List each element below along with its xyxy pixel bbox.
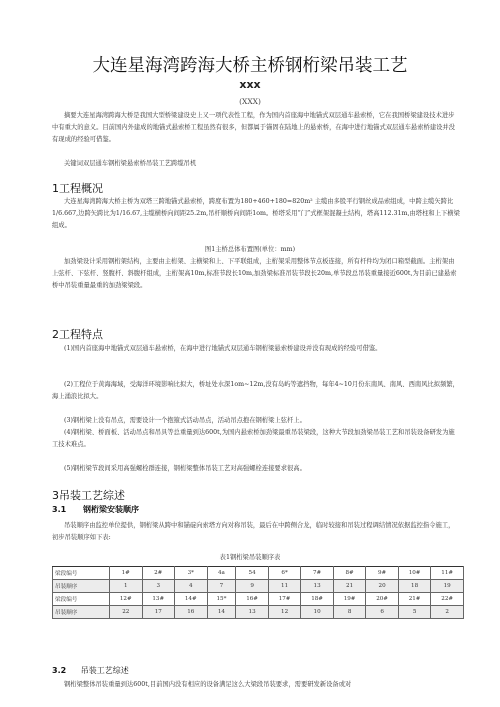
section-1-paragraph-2: 加劲梁设计采用钢桁架结构，主要由主桁架、主横梁和上、下平联组成，主桁架采用整体节点板连接，所有杆件均为闭口箱型截面。主桁架由上弦杆、下弦杆、竖腹杆、斜腹杆组成，主桁架高10m,标准节段长10m,加劲梁标准吊装节段长20m,单节段总吊装重量接近600t,为目前已建悬索桥中吊装重量最重的加劲梁梁段。 bbox=[52, 258, 457, 289]
section-1-heading: 1工程概况 bbox=[52, 182, 103, 195]
table-row bbox=[53, 606, 464, 619]
section-2-heading: 2工程特点 bbox=[52, 328, 103, 341]
table-cell: 22# bbox=[431, 593, 464, 606]
table-row bbox=[53, 567, 464, 580]
table-cell: 1 bbox=[110, 580, 143, 593]
table-cell: 5 bbox=[398, 606, 431, 619]
section-2-item-1: (1)国内首座海中地锚式双层通车悬索桥，在海中进行地锚式双层通车钢桁梁悬索桥建设并没有现成的经验可借鉴。 bbox=[64, 345, 382, 352]
abstract-paragraph: 摘要大连星海湾跨海大桥是我国大型桥梁建设史上又一项代表性工程，作为国内首座海中地锚式双层通车悬索桥，它在我国桥梁建设技术进步中有重大的意义。目前国内外建成的地锚式悬索桥工程虽然有很多，但都属于锚固在陆地上的悬索桥，在海中进行地锚式双层通车悬索桥建设并没有现成的经验可借鉴。 bbox=[52, 112, 455, 143]
table-cell: 19 bbox=[431, 580, 464, 593]
section-2-item-2: (2)工程位于黄海海域，受海洋环境影响比拟大，桥址处水深1om~12m,没有岛屿等遮挡物，每年4~10月份东南风、南风、西南风比拟频繁，海上涌浪比拟大。 bbox=[52, 381, 459, 400]
document-title: 大连星海湾跨海大桥主桥钢桁梁吊装工艺 bbox=[92, 56, 408, 76]
table-cell: 吊装顺序 bbox=[53, 580, 110, 593]
table-cell: 16 bbox=[175, 606, 208, 619]
table-cell: 21# bbox=[398, 593, 431, 606]
table-cell: 16# bbox=[236, 593, 269, 606]
table-row bbox=[53, 593, 464, 606]
table-cell: 20 bbox=[366, 580, 399, 593]
section-2-item-5: (5)钢桁梁节段间采用高强螺栓群连接，钢桁梁整体吊装工艺对高强螺栓连接要求很高。 bbox=[64, 465, 306, 472]
table-cell: 梁段编号 bbox=[53, 567, 110, 580]
table-cell: 10# bbox=[398, 567, 431, 580]
table-cell: 13 bbox=[301, 580, 334, 593]
table-cell: 17# bbox=[268, 593, 301, 606]
table-cell: 6* bbox=[268, 567, 301, 580]
table-cell: 6 bbox=[366, 606, 399, 619]
table-cell: 14 bbox=[207, 606, 236, 619]
table-cell: 17 bbox=[142, 606, 175, 619]
section-3-1-paragraph: 吊装顺序由监控单位提供，钢桁梁从跨中和锚碇向索塔方向对称吊装，最后在中跨侧合龙，临时较接和吊装过程调结情况依据监控指令施工，初步吊装顺序如下表: bbox=[52, 522, 455, 541]
table-cell: 11 bbox=[268, 580, 301, 593]
table-cell: 13# bbox=[142, 593, 175, 606]
table-cell: 4a bbox=[207, 567, 236, 580]
table-cell: 18 bbox=[398, 580, 431, 593]
lifting-sequence-table bbox=[52, 566, 464, 619]
table-cell: 9 bbox=[236, 580, 269, 593]
keywords-line: 关键词双层通车钢桁梁悬索桥吊装工艺跨缆吊机 bbox=[64, 160, 197, 167]
table-cell: 3 bbox=[142, 580, 175, 593]
table-cell: 7# bbox=[301, 567, 334, 580]
table-cell: 11# bbox=[431, 567, 464, 580]
table-cell: 20# bbox=[366, 593, 399, 606]
table-cell: 吊装顺序 bbox=[53, 606, 110, 619]
table-cell: 14# bbox=[175, 593, 208, 606]
table-cell: 1# bbox=[110, 567, 143, 580]
table-cell: 7 bbox=[207, 580, 236, 593]
table-row bbox=[53, 580, 464, 593]
section-3-2-number: 3.2 bbox=[52, 666, 67, 675]
table-cell: 12# bbox=[110, 593, 143, 606]
author-name: xxx bbox=[239, 78, 261, 91]
author-affiliation: (XXX) bbox=[239, 97, 261, 106]
table-cell: 2# bbox=[142, 567, 175, 580]
table-cell: 4 bbox=[175, 580, 208, 593]
table-cell: 22 bbox=[110, 606, 143, 619]
section-3-heading: 3吊装工艺综述 bbox=[52, 489, 125, 502]
table-cell: 2 bbox=[431, 606, 464, 619]
table-cell: 19# bbox=[333, 593, 366, 606]
section-3-1-number: 3.1 bbox=[52, 505, 67, 514]
table-cell: 18# bbox=[301, 593, 334, 606]
table-cell: 13 bbox=[236, 606, 269, 619]
section-3-2-heading bbox=[52, 665, 129, 676]
table-cell: 8# bbox=[333, 567, 366, 580]
table-cell: 10 bbox=[301, 606, 334, 619]
section-2-item-3: (3)钢桁梁上没有吊点，需要设计一个抱箍式活动吊点，活动吊点抱在钢桁梁上弦杆上。 bbox=[64, 417, 306, 424]
table-cell: 8 bbox=[333, 606, 366, 619]
table-cell: 21 bbox=[333, 580, 366, 593]
section-1-paragraph-1: 大连星海湾跨海大桥主桥为双塔三跨地锚式悬索桥，跨度布置为180+460+180=820m² 主缆由多股平行钢丝成品索组成，中跨主缆矢跨比1/6.667,边跨矢跨比为1/16.67,主缆横桥向间距25.2m,吊杆顺桥向间距1om。桥塔采用“门”式框架混凝土结构，塔高112.31m,由塔柱和上下横梁组成。 bbox=[52, 198, 460, 229]
table-cell: 15* bbox=[207, 593, 236, 606]
table-cell: 梁段编号 bbox=[53, 593, 110, 606]
figure-1-caption: 图1主桥总体布置图(单位：mm) bbox=[204, 246, 296, 253]
section-2-item-4: (4)钢桁梁、桥面板、活动吊点和吊具等总重量到达600t,为国内悬索桥加劲梁最重吊装梁段，这种大节段加劲梁吊装工艺和吊装设备研发为施工技术难点。 bbox=[52, 429, 455, 448]
table-cell: 12 bbox=[268, 606, 301, 619]
table-1-caption: 表1钢桁梁吊装顺序表 bbox=[219, 554, 281, 561]
section-3-1-title: 钢桁梁安装顺序 bbox=[82, 505, 139, 514]
table-cell: 9# bbox=[366, 567, 399, 580]
section-3-1-heading bbox=[52, 504, 139, 515]
section-3-2-title: 吊装工艺综述 bbox=[80, 666, 129, 675]
table-cell: 54 bbox=[236, 567, 269, 580]
table-cell: 3* bbox=[175, 567, 208, 580]
section-3-2-paragraph: 钢桁梁整体吊装重量到达600t,目前国内没有相应的设备满足这么大梁段吊装要求，需要研发新设备或对 bbox=[64, 681, 352, 688]
